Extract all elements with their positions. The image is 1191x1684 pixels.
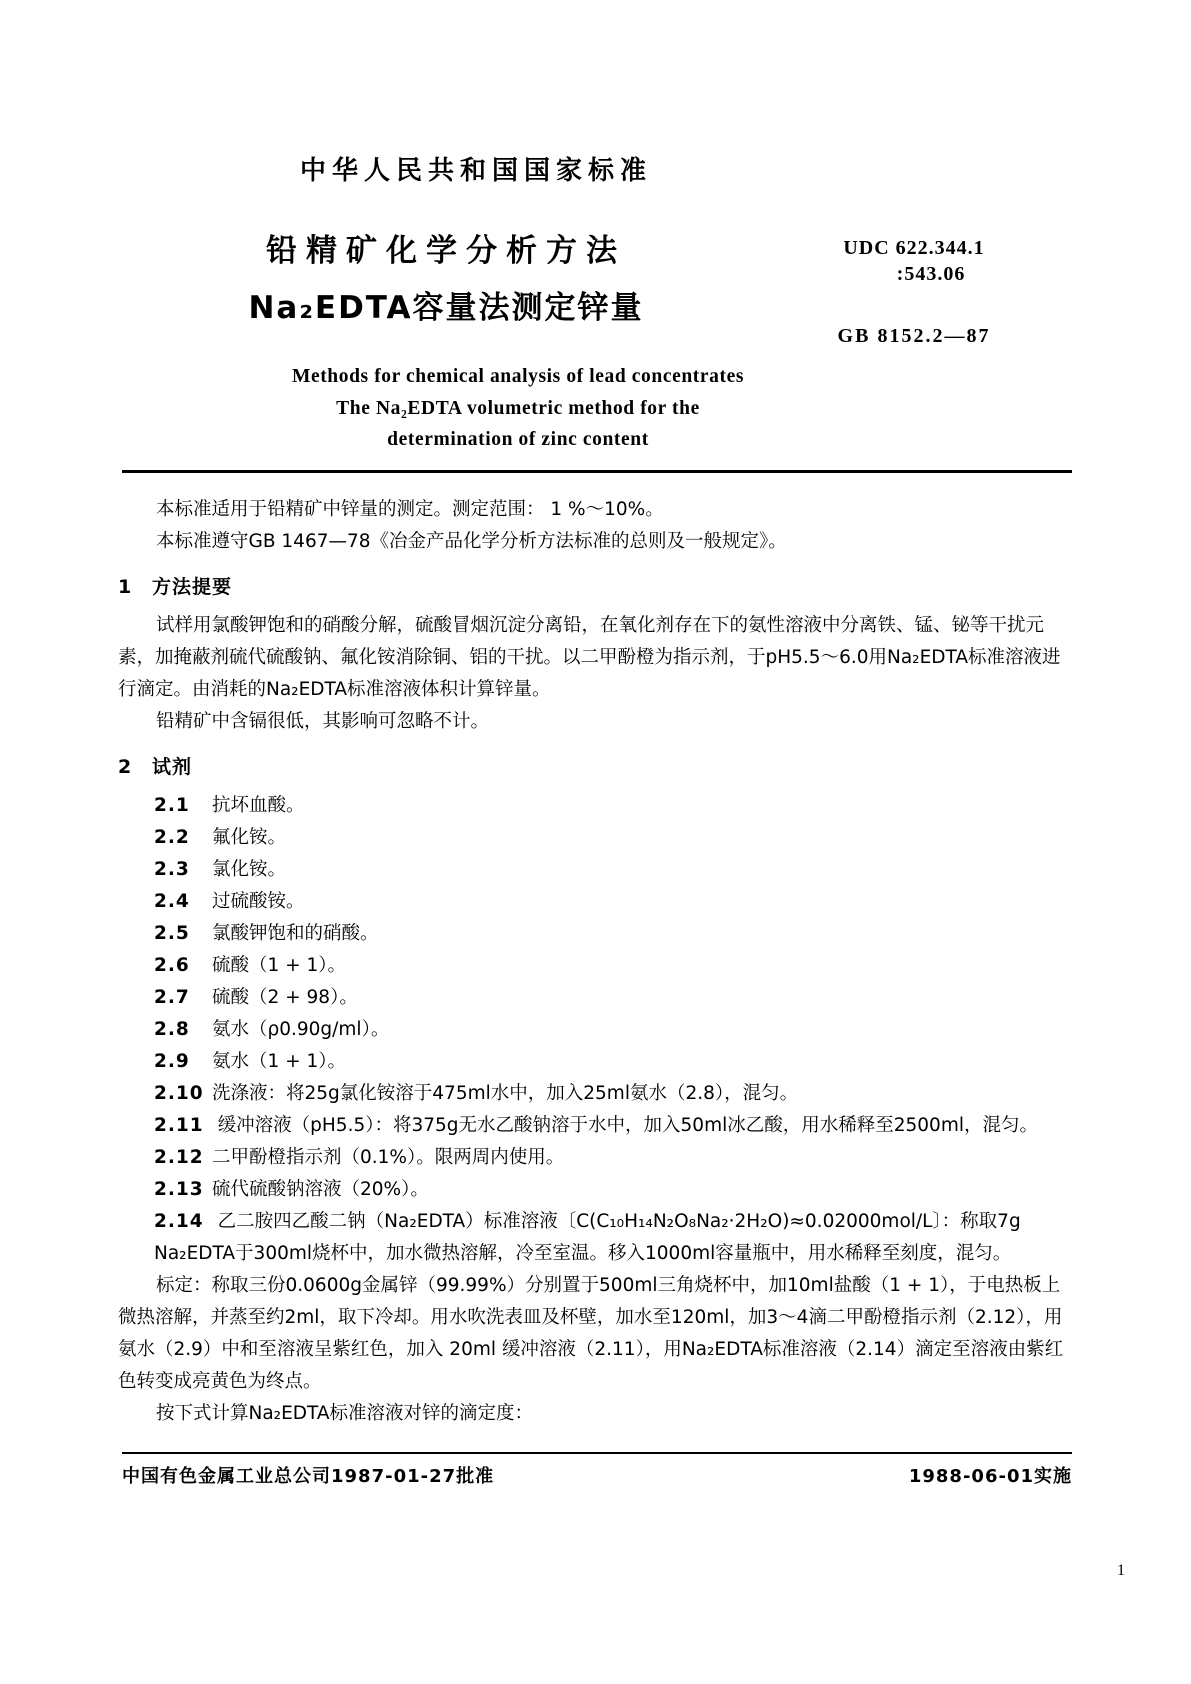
reagent-number: 2.9 <box>154 1050 190 1072</box>
chinese-title-line2: Na₂EDTA容量法测定锌量 <box>248 289 644 326</box>
reagent-number: 2.3 <box>154 858 190 880</box>
reagent-number: 2.4 <box>154 890 190 912</box>
udc-code <box>764 235 1064 287</box>
reagent-text: 硫酸（2 + 98）。 <box>212 986 358 1008</box>
udc-code-line2: :543.06 <box>896 263 966 285</box>
reagent-text: 过硫酸铵。 <box>212 890 305 912</box>
reagent-number: 2.13 <box>154 1178 204 1200</box>
list-item <box>118 1078 1078 1110</box>
reagent-text: 硫酸（1 + 1）。 <box>212 954 347 976</box>
udc-code-line1: UDC 622.344.1 <box>843 237 985 259</box>
reagent-text: 氯酸钾饱和的硝酸。 <box>212 922 379 944</box>
standard-codes <box>764 235 1064 348</box>
footer-divider <box>122 1452 1072 1454</box>
section-2-heading <box>118 751 1078 784</box>
english-title-line2: The Na₂EDTA volumetric method for the <box>336 397 700 419</box>
standardization-label: 标定： <box>156 1274 212 1296</box>
title-row <box>118 229 1078 347</box>
gb-standard-number: GB 8152.2—87 <box>837 325 991 347</box>
reagent-number: 2.6 <box>154 954 190 976</box>
conformance-paragraph: 本标准遵守GB 1467—78《冶金产品化学分析方法标准的总则及一般规定》。 <box>156 531 787 552</box>
list-item <box>118 918 1078 950</box>
header-divider <box>122 470 1072 473</box>
reagent-number: 2.10 <box>154 1082 204 1104</box>
section-1-number: 1 <box>118 576 133 598</box>
national-standard-label: 中华人民共和国国家标准 <box>300 156 653 186</box>
list-item <box>118 1014 1078 1046</box>
section-1-paragraph-2: 铅精矿中含镉很低，其影响可忽略不计。 <box>156 710 490 732</box>
reagent-number: 2.8 <box>154 1018 190 1040</box>
section-2-title: 试剂 <box>152 755 193 778</box>
reagent-number: 2.5 <box>154 922 190 944</box>
list-item <box>118 1206 1078 1270</box>
reagent-text: 氨水（ρ0.90g/ml）。 <box>212 1018 390 1040</box>
reagent-list <box>118 790 1078 1270</box>
list-item <box>118 822 1078 854</box>
list-item <box>118 854 1078 886</box>
scope-paragraph: 本标准适用于铅精矿中锌量的测定。测定范围： 1 %～10%。 <box>156 499 664 520</box>
formula-intro-paragraph: 按下式计算Na₂EDTA标准溶液对锌的滴定度： <box>156 1402 534 1424</box>
page-number: 1 <box>1117 1562 1125 1579</box>
reagent-text: 氯化铵。 <box>212 858 287 880</box>
list-item <box>118 1142 1078 1174</box>
approval-text: 中国有色金属工业总公司1987-01-27批准 <box>122 1466 495 1487</box>
list-item <box>118 982 1078 1014</box>
reagent-text: 氟化铵。 <box>212 826 287 848</box>
standardization-paragraph <box>118 1270 1078 1398</box>
section-1-heading <box>118 571 1078 604</box>
reagent-number: 2.7 <box>154 986 190 1008</box>
section-2-number: 2 <box>118 755 133 778</box>
reagent-number: 2.12 <box>154 1146 204 1168</box>
reagent-text: 氨水（1 + 1）。 <box>212 1050 347 1072</box>
standardization-text: 称取三份0.0600g金属锌（99.99%）分别置于500ml三角烧杯中，加10ml盐酸（1 + 1），于电热板上微热溶解，并蒸至约2ml，取下冷却。用水吹洗表皿及杯壁，加水至120ml，加3～4滴二甲酚橙指示剂（2.12），用氨水（2.9）中和至溶液呈紫红色，加入 20ml 缓冲溶液（2.11），用Na₂EDTA标准溶液（2.14）滴定至溶液由紫红色转变成亮黄色为终点。 <box>118 1274 1064 1392</box>
reagent-text: 硫代硫酸钠溶液（20%）。 <box>212 1178 429 1200</box>
reagent-text: 抗坏血酸。 <box>212 794 305 816</box>
reagent-number: 2.11 <box>154 1114 204 1136</box>
reagent-text: 缓冲溶液（pH5.5）：将375g无水乙酸钠溶于水中，加入50ml冰乙酸，用水稀释至2500ml，混匀。 <box>217 1114 1038 1136</box>
list-item <box>118 1110 1078 1142</box>
list-item <box>118 950 1078 982</box>
document-body <box>118 494 1078 1430</box>
section-1-paragraph-1: 试样用氯酸钾饱和的硝酸分解，硫酸冒烟沉淀分离铅，在氧化剂存在下的氨性溶液中分离铁、锰、铋等干扰元素，加掩蔽剂硫代硫酸钠、氟化铵消除铜、铝的干扰。以二甲酚橙为指示剂，于pH5.5～6.0用Na₂EDTA标准溶液进行滴定。由消耗的Na₂EDTA标准溶液体积计算锌量。 <box>118 614 1061 700</box>
reagent-text: 二甲酚橙指示剂（0.1%）。限两周内使用。 <box>212 1146 565 1168</box>
list-item <box>118 1046 1078 1078</box>
english-title-line3: determination of zinc content <box>387 429 649 451</box>
english-title <box>118 361 1078 456</box>
reagent-number: 2.2 <box>154 826 190 848</box>
reagent-text: 洗涤液：将25g氯化铵溶于475ml水中，加入25ml氨水（2.8），混匀。 <box>212 1082 799 1104</box>
chinese-title-line1: 铅精矿化学分析方法 <box>266 233 626 269</box>
chinese-title <box>176 229 716 331</box>
reagent-number: 2.1 <box>154 794 190 816</box>
implementation-date: 1988-06-01实施 <box>908 1466 1072 1487</box>
list-item <box>118 886 1078 918</box>
english-title-line1: Methods for chemical analysis of lead concentrates <box>291 366 745 387</box>
list-item <box>118 1174 1078 1206</box>
reagent-number: 2.14 <box>154 1210 204 1232</box>
reagent-text: 乙二胺四乙酸二钠（Na₂EDTA）标准溶液〔C(C₁₀H₁₄N₂O₈Na₂·2H₂O)≈0.02000mol/L〕：称取7g Na₂EDTA于300ml烧杯中，加水微热溶解，冷至室温。移入1000ml容量瓶中，用水稀释至刻度，混匀。 <box>154 1210 1021 1264</box>
document-footer <box>122 1462 1072 1488</box>
section-1-title: 方法提要 <box>152 576 233 598</box>
masthead <box>118 150 1078 456</box>
list-item <box>118 790 1078 822</box>
